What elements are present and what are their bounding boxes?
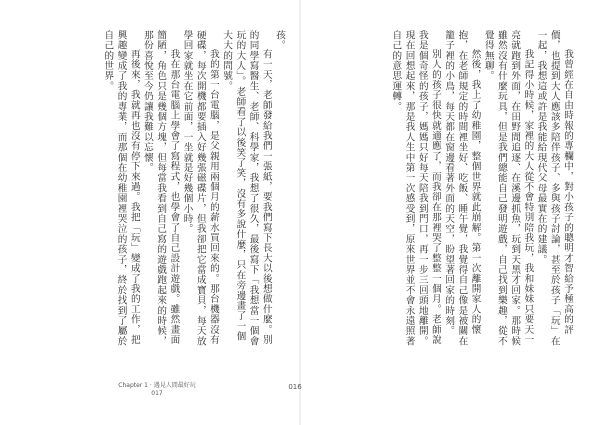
chapter-title: Chapter 1 · 遇見人間最好玩 [118, 382, 196, 389]
left-page-footer [112, 382, 202, 398]
left-page-body [32, 30, 286, 350]
page-number: 016 [288, 383, 302, 391]
page-number: 017 [151, 390, 163, 397]
paragraph: 再後來，我就再也沒有停下來過。我把「玩」變成了我的工作，把興趣變成了我的專業，而那個在幼稚園裡哭泣的孩子，終於找到了屬於自己的世界。 [102, 30, 140, 347]
right-page-body [322, 30, 574, 350]
paragraph: 然後，我上了幼稚園，整個世界就此崩解。第一次離開家人的懷抱，在老師規定的時間裡坐好、吃飯、睡午覺，我覺得自己像是被關在籠子裡的小鳥，每天都在窗邊看著外面的天空，盼望著回家的時刻。 [443, 30, 481, 347]
paragraph: 別人的孩子很快就適應了，而我卻在那裡哭了整整一個月。老師說我是個奇怪的孩子，媽媽只好每天陪我到門口，再一步三回頭地離開。現在回想起來，那是我人生中第一次感受到，原來世界並不會永遠照著自己的意思運轉。 [390, 30, 441, 347]
paragraph: 孩。 [274, 30, 285, 51]
paragraph: 我的第一台電腦，是父親用兩個月的薪水買回來的。那台機器沒有硬碟，每次開機都要插入好幾張磁碟片，但我卻把它當成寶貝，每天放學回家就坐在它前面，一坐就是好幾個小時。 [181, 30, 219, 347]
right-page [300, 0, 600, 425]
paragraph: 有一天，老師發給我們一張紙，要我們寫下長大以後想做什麼。別的同學寫醫生、老師、科學家，我想了很久，最後寫下「我想當一個會玩的大人」。老師看了以後笑了笑，沒有多說什麼，只在旁邊畫了一個大大的問號。 [221, 30, 272, 347]
paragraph: 我曾經在自由時報的專欄中，對小孩子的聰明才智給予極高的評價，也提到大人應該多陪伴孩子、多與孩子討論，甚至於孩子「玩」在一起，我想這或許是我能給現代父母最實在的建議。 [535, 30, 573, 347]
paragraph: 我記得小時候，家裡的大人從不會特別陪我玩，我和妹妹只要天一亮就跑到外面，在田野間追逐、在溪邊抓魚，玩到天黑才回家。那時候雖然沒有什麼玩具，但是我們總能自己發明遊戲，自己找到樂趣，從不覺得無聊。 [482, 30, 534, 347]
paragraph: 我在那台電腦上學會了寫程式，也學會了自己設計遊戲。雖然畫面簡陋，角色只是幾個方塊，但每當我看到自己寫的遊戲跑起來的時候，那份喜悅至今仍讓我難以忘懷。 [141, 30, 180, 347]
